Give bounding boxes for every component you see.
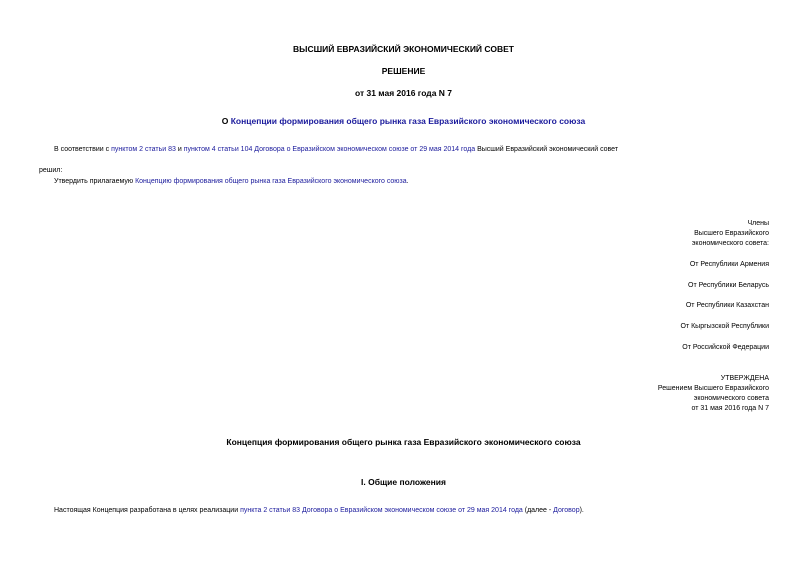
doc-type: РЕШЕНИЕ <box>381 66 426 76</box>
approved-line-2: Решением Высшего Евразийского <box>657 385 769 392</box>
approve-link[interactable]: Концепцию формирования общего рынка газа Евразийского экономического союза <box>135 178 407 185</box>
doc-date: от 31 мая 2016 года N 7 <box>354 88 453 98</box>
doc-title <box>0 116 807 126</box>
approve-text-1: Утвердить прилагаемую <box>54 178 136 185</box>
intro-link-1[interactable]: пункта 2 статьи 83 Договора о Евразийском экономическом союзе от 29 мая 2014 года <box>240 507 523 514</box>
intro-text-1: Настоящая Концепция разработана в целях реализации <box>54 507 241 514</box>
preamble-paragraph <box>54 146 618 153</box>
members-line-1: Члены <box>747 220 769 227</box>
intro-link-2[interactable]: Договор <box>553 507 580 514</box>
org-title: ВЫСШИЙ ЕВРАЗИЙСКИЙ ЭКОНОМИЧЕСКИЙ СОВЕТ <box>293 44 514 54</box>
approved-line-3: экономического совета <box>693 395 769 402</box>
section-title: I. Общие положения <box>361 477 446 487</box>
intro-text-2: (далее - <box>522 507 554 514</box>
preamble-text-2: и <box>175 146 184 153</box>
member-country: От Республики Казахстан <box>685 302 769 309</box>
member-country: От Республики Армения <box>689 261 769 268</box>
approved-line-1: УТВЕРЖДЕНА <box>720 375 769 382</box>
approve-paragraph <box>54 178 409 185</box>
member-country: От Республики Беларусь <box>688 282 769 289</box>
intro-text-3: ). <box>579 507 584 514</box>
preamble-link-2[interactable]: пунктом 4 статьи 104 Договора о Евразийском экономическом союзе от 29 мая 2014 года <box>183 146 476 153</box>
intro-paragraph <box>54 507 584 514</box>
doc-title-link[interactable]: Концепции формирования общего рынка газа Евразийского экономического союза <box>230 116 586 126</box>
doc-title-prefix: О <box>221 116 231 126</box>
decided-label: решил: <box>39 167 63 174</box>
preamble-text-3: Высший Евразийский экономический совет <box>475 146 619 153</box>
approve-text-2: . <box>406 178 409 185</box>
approved-line-4: от 31 мая 2016 года N 7 <box>691 405 769 412</box>
concept-title: Концепция формирования общего рынка газа Евразийского экономического союза <box>226 437 581 447</box>
members-line-2: Высшего Евразийского <box>694 230 769 237</box>
member-country: От Российской Федерации <box>682 344 769 351</box>
preamble-link-1[interactable]: пунктом 2 статьи 83 <box>111 146 176 153</box>
preamble-text-1: В соответствии с <box>54 146 112 153</box>
member-country: От Кыргызской Республики <box>680 323 769 330</box>
members-line-3: экономического совета: <box>691 240 769 247</box>
